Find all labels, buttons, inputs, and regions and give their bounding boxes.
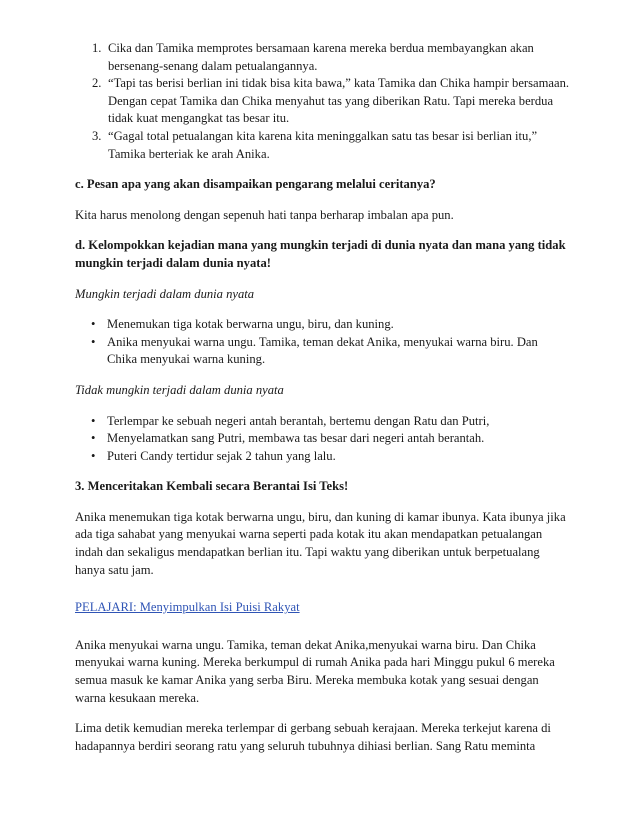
impossible-list xyxy=(75,413,570,466)
numbered-list xyxy=(75,40,570,163)
section-3-paragraph: Anika menemukan tiga kotak berwarna ungu, biru, dan kuning di kamar ibunya. Kata ibunya jika ada tiga sahabat yang menyukai warna seperti pada kotak itu akan mendapatkan petualangan indah dan sekaligus mendapatkan berlian itu. Tapi waktu yang diberikan untuk berpetualang hanya satu jam. xyxy=(75,509,566,577)
list-text: “Gagal total petualangan kita karena kita meninggalkan satu tas besar isi berlian itu,” Tamika berteriak ke arah Anika. xyxy=(108,128,538,161)
list-number: 3. xyxy=(92,128,102,143)
section-c-answer: Kita harus menolong dengan sepenuh hati tanpa berharap imbalan apa pun. xyxy=(75,207,454,222)
section-d-heading: d. Kelompokkan kejadian mana yang mungkin terjadi di dunia nyata dan mana yang tidak mungkin terjadi dalam dunia nyata! xyxy=(75,238,566,270)
list-number: 1. xyxy=(92,41,102,55)
impossible-label: Tidak mungkin terjadi dalam dunia nyata xyxy=(75,382,284,397)
possible-list xyxy=(75,316,570,369)
list-item: • Anika menyukai warna ungu. Tamika, teman dekat Anika, menyukai warna biru. Dan Chika menyukai warna kuning. xyxy=(75,334,570,369)
possible-label: Mungkin terjadi dalam dunia nyata xyxy=(75,286,255,301)
list-item xyxy=(75,75,570,128)
list-text: “Tapi tas berisi berlian ini tidak bisa kita bawa,” kata Tamika dan Chika hampir bersamaan. xyxy=(108,76,570,91)
list-item: • Menyelamatkan sang Putri, membawa tas besar dari negeri antah berantah. xyxy=(75,430,570,448)
list-text: Cika dan Tamika memprotes bersamaan karena mereka berdua membayangkan akan bersenang-senang dalam petualangannya. xyxy=(108,41,534,73)
document-page xyxy=(75,40,570,755)
section-3-heading: 3. Menceritakan Kembali secara Berantai Isi Teks! xyxy=(75,479,349,494)
list-number: 2. xyxy=(92,76,102,91)
pelajari-link[interactable]: PELAJARI: Menyimpulkan Isi Puisi Rakyat xyxy=(75,600,300,615)
list-item xyxy=(75,40,570,75)
list-item xyxy=(75,128,570,163)
list-item: • Menemukan tiga kotak berwarna ungu, biru, dan kuning. xyxy=(75,316,570,334)
list-text: Dengan cepat Tamika dan Chika menyahut tas yang diberikan Ratu. Tapi mereka berdua tidak kuat mengangkat tas besar itu. xyxy=(108,93,554,126)
list-item: • Terlempar ke sebuah negeri antah berantah, bertemu dengan Ratu dan Putri, xyxy=(75,413,570,431)
list-item: • Puteri Candy tertidur sejak 2 tahun yang lalu. xyxy=(75,448,570,466)
story-paragraph: Anika menyukai warna ungu. Tamika, teman dekat Anika,menyukai warna biru. Dan Chika menyukai warna kuning. Mereka berkumpul di rumah Anika pada hari Minggu pukul 6 mereka semua masuk ke kamar Anika yang serba Biru. Mereka membuka kotak yang sesuai dengan warna kesukaan mereka. xyxy=(75,637,555,705)
story-paragraph: Lima detik kemudian mereka terlempar di gerbang sebuah kerajaan. Mereka terkejut karena di hadapannya berdiri seorang ratu yang seluruh tubuhnya dihiasi berlian. Sang Ratu meminta xyxy=(75,721,551,753)
section-c-heading: c. Pesan apa yang akan disampaikan pengarang melalui ceritanya? xyxy=(75,177,436,192)
